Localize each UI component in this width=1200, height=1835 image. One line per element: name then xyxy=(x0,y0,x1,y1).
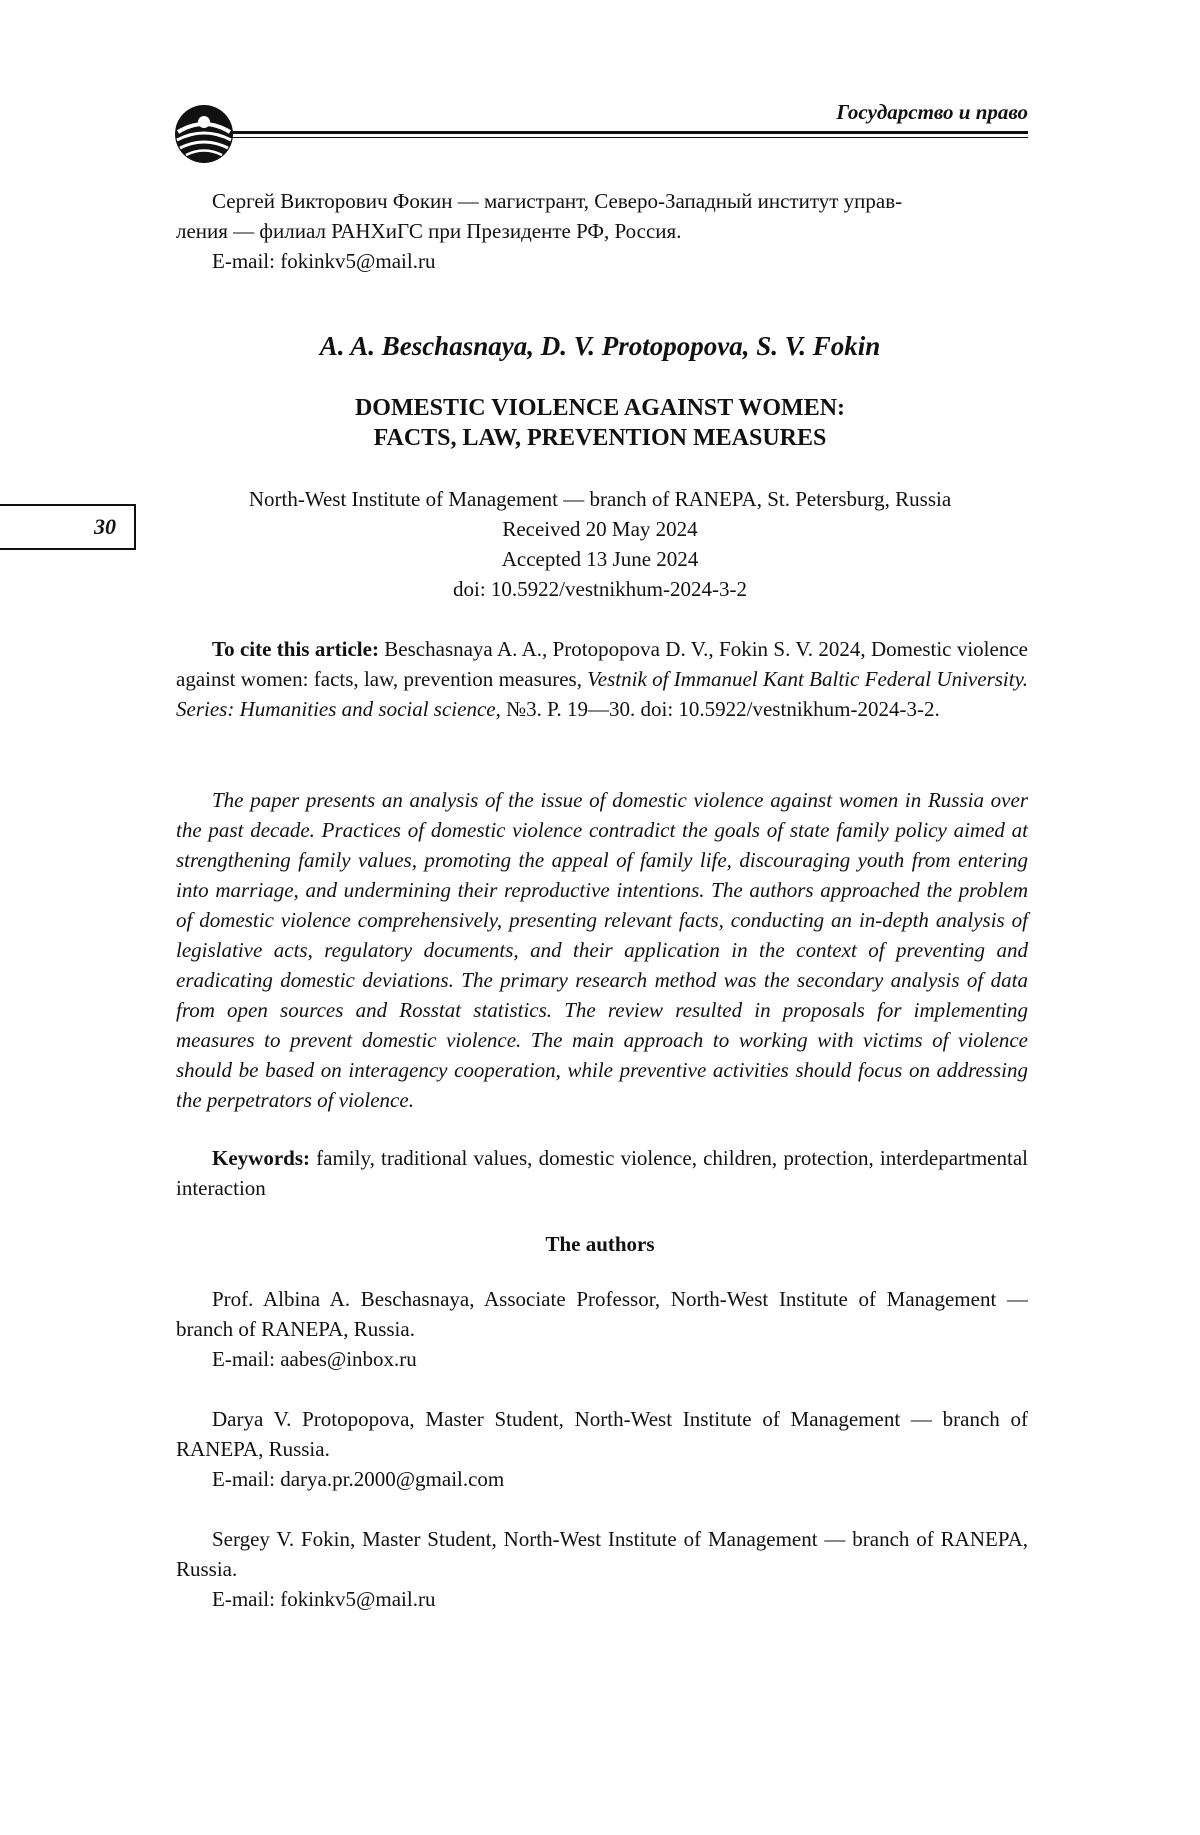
citation-text-part1: Beschasnaya A. A., Protopopova D. V., Fokin S. V. 2024, Domestic violence against women: facts, law, prevention measures, xyxy=(176,637,1028,691)
received-date: Received 20 May 2024 xyxy=(502,517,698,541)
article-title xyxy=(0,393,1200,453)
author-email: E-mail: aabes@inbox.ru xyxy=(212,1347,417,1371)
accepted-date: Accepted 13 June 2024 xyxy=(501,547,699,571)
article-doi: doi: 10.5922/vestnikhum-2024-3-2 xyxy=(453,577,747,601)
author-bio-item xyxy=(176,1404,1028,1494)
ru-bio-line1: Сергей Викторович Фокин — магистрант, Северо-Западный институт управ- xyxy=(212,189,903,213)
author-bio-item xyxy=(176,1284,1028,1374)
ru-bio-line2: ления — филиал РАНХиГС при Президенте РФ, Россия. xyxy=(176,219,682,243)
author-bio-text: Prof. Albina A. Beschasnaya, Associate Professor, North-West Institute of Management — branch of RANEPA, Russia. xyxy=(176,1287,1028,1341)
abstract-text: The paper presents an analysis of the issue of domestic violence against women in Russia over the past decade. Practices of domestic violence contradict the goals of state family policy aimed at strengthening family values, promoting the appeal of family life, discouraging youth from entering into marriage, and undermining their reproductive intentions. The authors approached the problem of domestic violence comprehensively, presenting relevant facts, conducting an in-depth analysis of legislative acts, regulatory documents, and their application in the context of preventing and eradicating domestic deviations. The primary research method was the secondary analysis of data from open sources and Rosstat statistics. The review resulted in proposals for implementing measures to prevent domestic violence. The main approach to working with victims of violence should be based on interagency cooperation, while preventive activities should focus on addressing the perpetrators of violence. xyxy=(176,788,1028,1112)
author-bio-text: Darya V. Protopopova, Master Student, North-West Institute of Management — branch of RANEPA, Russia. xyxy=(176,1407,1028,1461)
affiliation: North-West Institute of Management — branch of RANEPA, St. Petersburg, Russia xyxy=(248,487,952,511)
header-rule-thick xyxy=(232,131,1028,134)
citation-block xyxy=(176,634,1028,724)
ru-bio-email: E-mail: fokinkv5@mail.ru xyxy=(212,249,436,273)
author-bio-text: Sergey V. Fokin, Master Student, North-West Institute of Management — branch of RANEPA, Russia. xyxy=(176,1527,1028,1581)
article-title-line1: DOMESTIC VIOLENCE AGAINST WOMEN: xyxy=(354,395,846,421)
authors-heading: The authors xyxy=(545,1232,655,1256)
author-bio-item xyxy=(176,1524,1028,1614)
abstract-block xyxy=(176,785,1028,1115)
author-email: E-mail: darya.pr.2000@gmail.com xyxy=(212,1467,505,1491)
article-title-line2: FACTS, LAW, PREVENTION MEASURES xyxy=(373,425,827,451)
citation-journal: Vestnik of Immanuel Kant Baltic Federal University. Series: Humanities and social science xyxy=(176,667,1028,721)
author-email: E-mail: fokinkv5@mail.ru xyxy=(212,1587,436,1611)
keywords-text: family, traditional values, domestic violence, children, protection, interdepartmental interaction xyxy=(176,1146,1028,1200)
page-number: 30 xyxy=(0,504,136,550)
article-authors: A. A. Beschasnaya, D. V. Protopopova, S. V. Fokin xyxy=(319,331,881,361)
keywords-block xyxy=(176,1143,1028,1203)
header-rule-thin xyxy=(232,137,1028,138)
keywords-label: Keywords: xyxy=(212,1146,310,1170)
journal-section-title: Государство и право xyxy=(836,100,1028,124)
article-meta xyxy=(0,484,1200,604)
citation-text-part2: , №3. P. 19—30. doi: 10.5922/vestnikhum-2024-3-2. xyxy=(495,697,940,721)
journal-logo-icon xyxy=(172,102,236,166)
citation-label: To cite this article: xyxy=(212,637,379,661)
russian-author-bio xyxy=(176,186,1028,276)
